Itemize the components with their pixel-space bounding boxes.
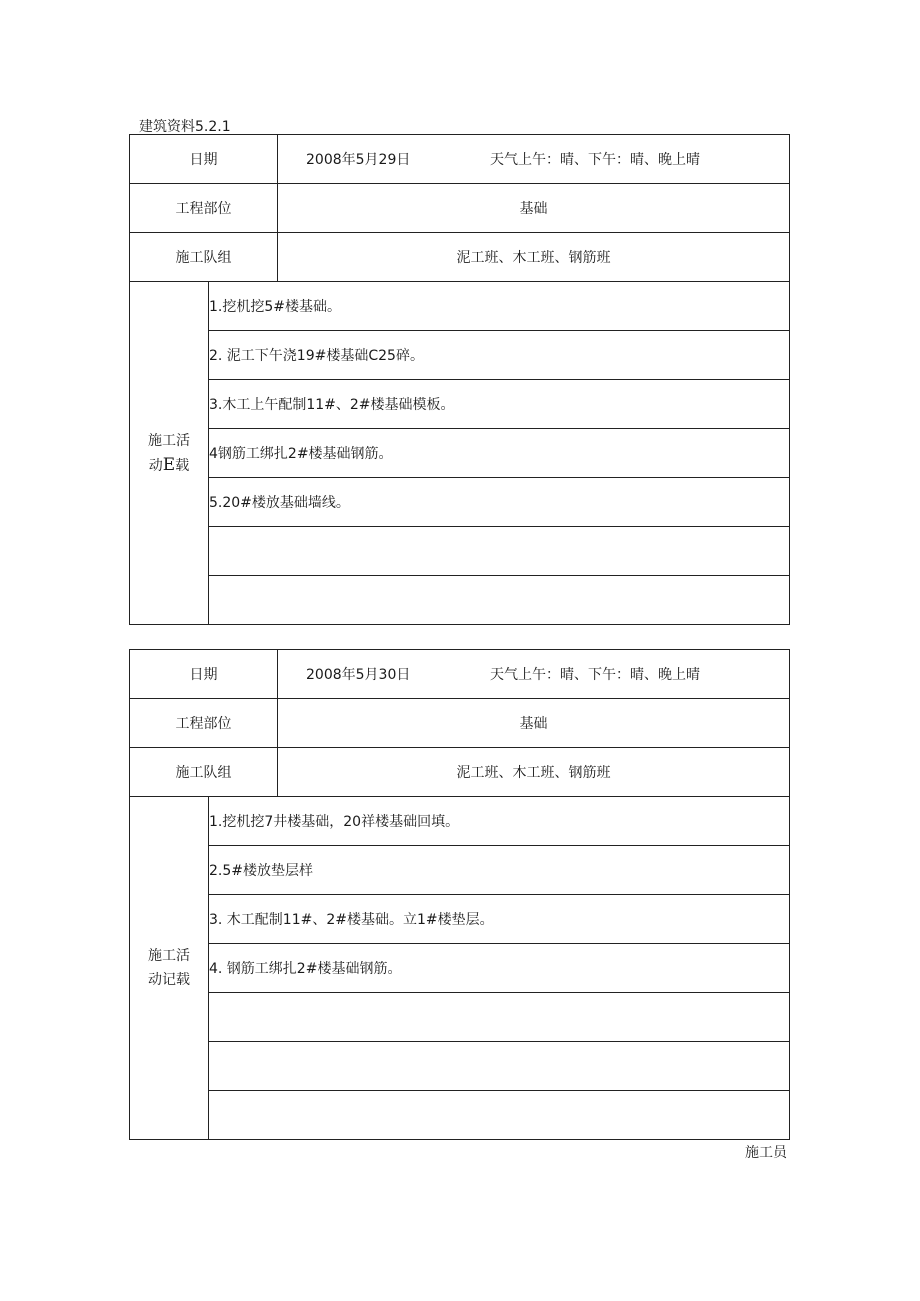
activity-row xyxy=(130,331,790,380)
activity-row xyxy=(130,846,790,895)
activity-item xyxy=(209,1091,790,1140)
date-weather-cell xyxy=(278,135,790,184)
document-code: 建筑资料5.2.1 xyxy=(139,119,231,135)
activity-row xyxy=(130,429,790,478)
activity-item: 1.挖机挖5#楼基础。 xyxy=(209,282,790,331)
date-value: 2008年5月30日 xyxy=(306,667,411,683)
activity-item: 4钢筋工绑扎2#楼基础钢筋。 xyxy=(209,429,790,478)
part-label: 工程部位 xyxy=(130,184,278,233)
date-weather-cell xyxy=(278,650,790,699)
weather-value: 天气上午：晴、下午：晴、晚上晴 xyxy=(490,152,700,168)
activity-item xyxy=(209,527,790,576)
team-label: 施工队组 xyxy=(130,233,278,282)
team-value: 泥工班、木工班、钢筋班 xyxy=(278,748,790,797)
activity-item xyxy=(209,993,790,1042)
activity-row xyxy=(130,527,790,576)
activity-item: 5.20#楼放基础墙线。 xyxy=(209,478,790,527)
activity-row xyxy=(130,380,790,429)
date-label: 日期 xyxy=(130,650,278,699)
part-value: 基础 xyxy=(278,699,790,748)
activity-item xyxy=(209,576,790,625)
team-value: 泥工班、木工班、钢筋班 xyxy=(278,233,790,282)
activity-item: 4. 钢筋工绑扎2#楼基础钢筋。 xyxy=(209,944,790,993)
part-row xyxy=(130,184,790,233)
signature-label: 施工员 xyxy=(745,1145,787,1161)
part-label: 工程部位 xyxy=(130,699,278,748)
daily-log-table-2 xyxy=(129,649,790,1140)
activity-row xyxy=(130,895,790,944)
activity-item: 1.挖机挖7井楼基础，20祥楼基础回填。 xyxy=(209,797,790,846)
activity-row xyxy=(130,944,790,993)
activity-row xyxy=(130,282,790,331)
activity-item xyxy=(209,1042,790,1091)
date-row xyxy=(130,135,790,184)
date-row xyxy=(130,650,790,699)
daily-log-table-1 xyxy=(129,134,790,625)
activity-row xyxy=(130,1042,790,1091)
activity-row xyxy=(130,1091,790,1140)
team-row xyxy=(130,233,790,282)
activity-item: 3.木工上午配制11#、2#楼基础模板。 xyxy=(209,380,790,429)
weather-value: 天气上午：晴、下午：晴、晚上晴 xyxy=(490,667,700,683)
activity-item: 2.5#楼放垫层样 xyxy=(209,846,790,895)
activity-label: 施工活 动记载 xyxy=(130,797,209,1140)
team-row xyxy=(130,748,790,797)
activity-row xyxy=(130,993,790,1042)
activity-row xyxy=(130,797,790,846)
activity-row xyxy=(130,478,790,527)
part-row xyxy=(130,699,790,748)
part-value: 基础 xyxy=(278,184,790,233)
team-label: 施工队组 xyxy=(130,748,278,797)
date-label: 日期 xyxy=(130,135,278,184)
activity-item: 3. 木工配制11#、2#楼基础。立1#楼垫层。 xyxy=(209,895,790,944)
activity-label: 施工活 动E载 xyxy=(130,282,209,625)
activity-item: 2. 泥工下午浇19#楼基础C25碎。 xyxy=(209,331,790,380)
activity-row xyxy=(130,576,790,625)
date-value: 2008年5月29日 xyxy=(306,152,411,168)
